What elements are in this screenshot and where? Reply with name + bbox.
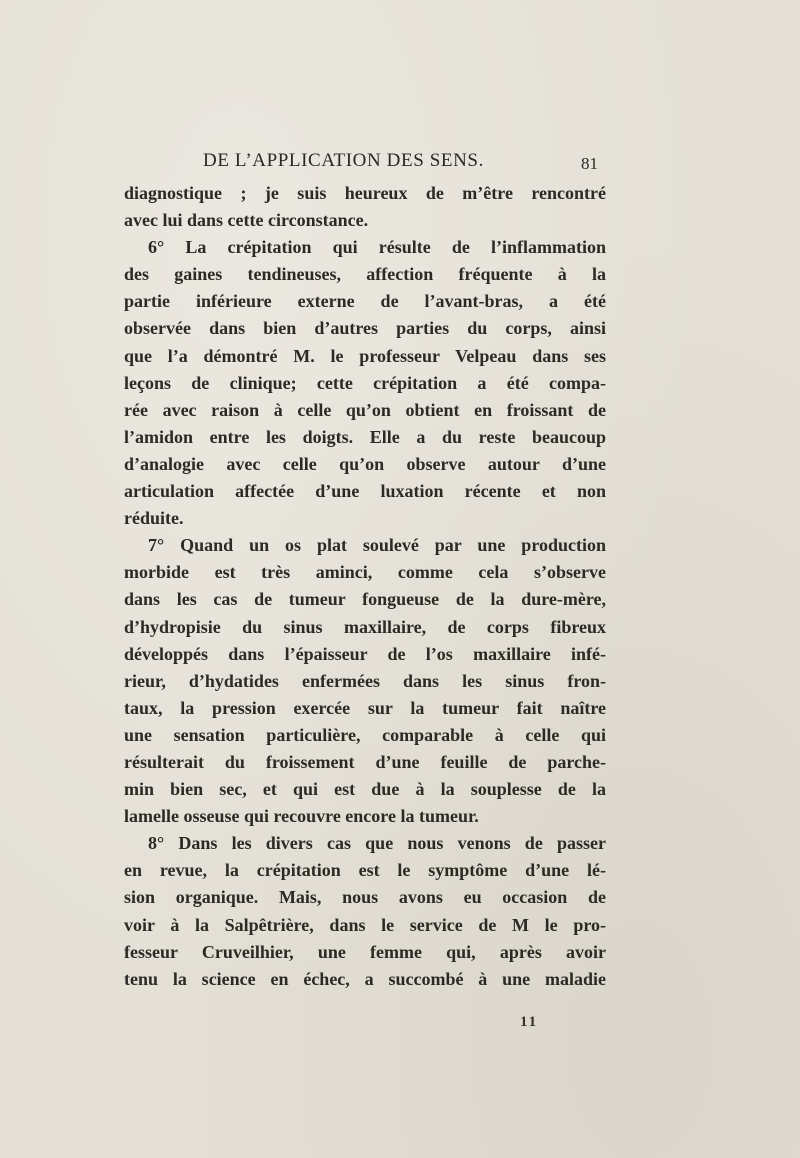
text-line: partie inférieure externe de l’avant-bras, a été <box>124 291 606 312</box>
text-line: tenu la science en échec, a succombé à une maladie <box>124 968 606 989</box>
page-number: 81 <box>581 154 598 173</box>
text-line: 6° La crépitation qui résulte de l’inflammation <box>148 237 606 258</box>
running-head <box>203 150 598 178</box>
text-line: avec lui dans cette circonstance. <box>124 210 369 231</box>
text-line: en revue, la crépitation est le symptôme d’une lé- <box>124 860 606 881</box>
text-line: développés dans l’épaisseur de l’os maxillaire infé- <box>124 643 606 664</box>
text-line: observée dans bien d’autres parties du corps, ainsi <box>124 318 606 339</box>
running-title: DE L’APPLICATION DES SENS. <box>203 150 484 171</box>
text-line: une sensation particulière, comparable à celle qui <box>124 724 606 745</box>
text-line: leçons de clinique; cette crépitation a été compa- <box>124 372 606 393</box>
signature-mark: 11 <box>520 1014 539 1030</box>
text-line: que l’a démontré M. le professeur Velpeau dans ses <box>124 345 606 366</box>
text-line: dans les cas de tumeur fongueuse de la dure-mère, <box>124 589 606 610</box>
text-line: des gaines tendineuses, affection fréquente à la <box>124 264 606 285</box>
text-line: fesseur Cruveilhier, une femme qui, après avoir <box>124 941 606 962</box>
text-line: rieur, d’hydatides enfermées dans les sinus fron- <box>124 670 606 691</box>
text-line: 7° Quand un os plat soulevé par une production <box>148 535 606 556</box>
body-text <box>124 180 606 993</box>
text-line: 8° Dans les divers cas que nous venons de passer <box>148 833 606 854</box>
text-line: sion organique. Mais, nous avons eu occasion de <box>124 887 606 908</box>
text-line: d’analogie avec celle qu’on observe autour d’une <box>124 453 606 474</box>
text-line: taux, la pression exercée sur la tumeur fait naître <box>124 697 606 718</box>
text-line: rée avec raison à celle qu’on obtient en froissant de <box>124 399 606 420</box>
text-line: résulterait du froissement d’une feuille de parche- <box>124 751 606 772</box>
text-line: morbide est très aminci, comme cela s’observe <box>124 562 606 583</box>
text-line: diagnostique ; je suis heureux de m’être rencontré <box>124 183 606 203</box>
text-line: articulation affectée d’une luxation récente et non <box>124 481 606 502</box>
text-line: lamelle osseuse qui recouvre encore la tumeur. <box>124 806 479 827</box>
text-line: réduite. <box>124 508 184 529</box>
text-line: l’amidon entre les doigts. Elle a du reste beaucoup <box>124 426 606 447</box>
text-line: voir à la Salpêtrière, dans le service de M le pro- <box>124 914 606 935</box>
text-line: min bien sec, et qui est due à la souplesse de la <box>124 779 606 800</box>
text-line: d’hydropisie du sinus maxillaire, de corps fibreux <box>124 616 606 637</box>
